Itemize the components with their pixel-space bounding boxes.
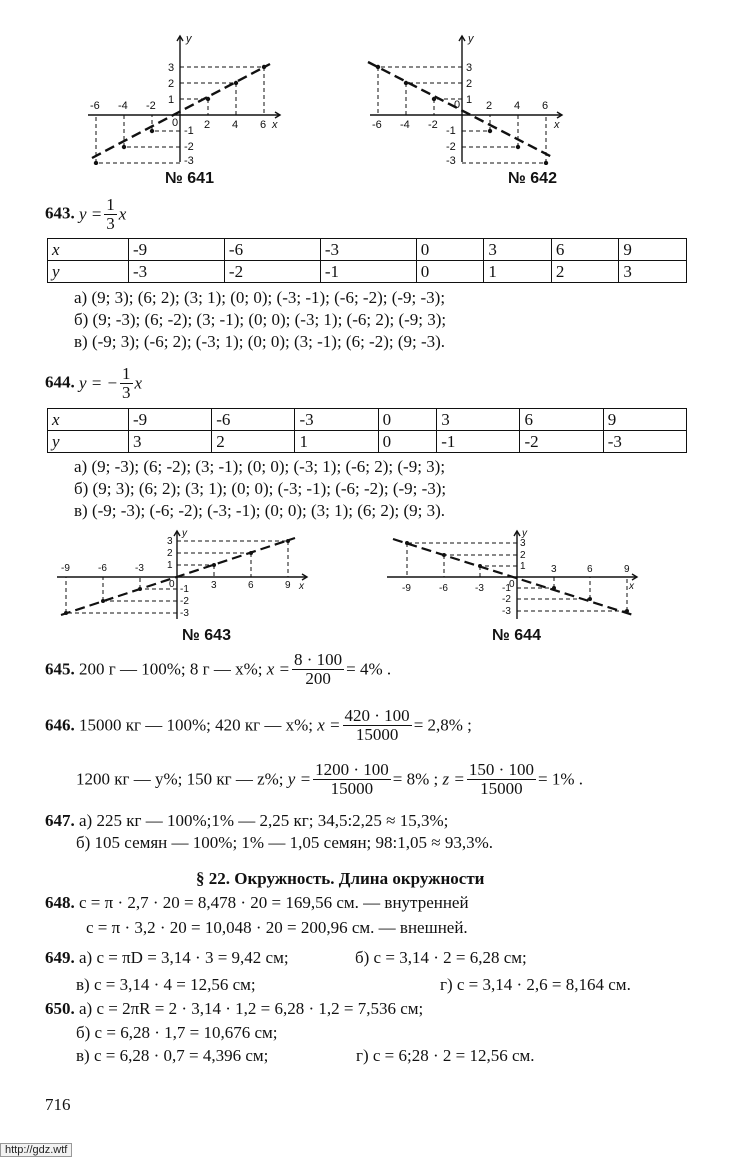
section-title: § 22. Окружность. Длина окружности <box>196 869 485 888</box>
value-table-644 <box>47 408 687 453</box>
table-cell: 2 <box>212 431 295 453</box>
graph-caption-641: № 641 <box>165 170 214 187</box>
table-cell: 2 <box>551 261 619 283</box>
tick: 3 <box>520 538 526 549</box>
problem-number: 644. <box>45 372 75 392</box>
problem-643-header <box>45 196 126 233</box>
graph-644 <box>385 527 645 622</box>
answer-line: а) c = 2πR = 2 · 3,14 · 1,2 = 6,28 · 1,2 = 7,536 см; <box>79 999 424 1018</box>
tick: 2 <box>520 550 526 561</box>
tick: -2 <box>146 100 156 112</box>
equation-lhs: y = <box>79 204 103 224</box>
answer-line: в) c = 6,28 · 0,7 = 4,396 см; <box>76 1046 269 1065</box>
graph-643 <box>55 527 315 622</box>
fraction: $\frac{1}{3}$ <box>122 364 131 402</box>
table-cell: 0 <box>416 261 484 283</box>
table-row <box>48 431 687 453</box>
equation-lhs: y = <box>287 769 312 789</box>
answer-line: г) c = 3,14 · 2,6 = 8,164 см. <box>440 975 631 994</box>
table-cell: -9 <box>129 239 225 261</box>
problem-number: 647. <box>45 811 75 830</box>
tick: 3 <box>466 62 473 74</box>
table-cell: -3 <box>295 409 378 431</box>
tick: 2 <box>167 548 173 559</box>
table-cell: 3 <box>619 261 687 283</box>
problem-number: 648. <box>45 893 75 912</box>
axis-label: x <box>299 581 304 592</box>
problem-647 <box>45 811 448 831</box>
table-cell: -2 <box>224 261 320 283</box>
axis-label: y <box>468 33 474 45</box>
table-cell: 3 <box>437 409 520 431</box>
tick: -3 <box>135 563 144 574</box>
problem-text: 15000 кг — 100%; 420 кг — x%; <box>79 715 313 735</box>
answer-line: б) 105 семян — 100%; 1% — 1,05 семян; 98:1,05 ≈ 93,3%. <box>76 833 493 852</box>
table-header: x <box>48 409 129 431</box>
equation-rhs: = 1% . <box>537 769 583 789</box>
table-cell: 3 <box>129 431 212 453</box>
answer-line: в) (-9; 3); (-6; 2); (-3; 1); (0; 0); (3; -1); (6; -2); (9; -3). <box>74 332 446 351</box>
table-cell: -2 <box>520 431 603 453</box>
answer-line: c = π · 3,2 · 20 = 10,048 · 20 = 200,96 см. — внешней. <box>86 918 468 937</box>
equation-rhs: = 4% . <box>346 659 392 679</box>
graph-641 <box>80 30 290 165</box>
table-cell: -1 <box>437 431 520 453</box>
problem-number: 645. <box>45 659 75 679</box>
tick: -1 <box>180 584 189 595</box>
graph-caption-644: № 644 <box>492 627 541 644</box>
tick: -1 <box>502 583 511 594</box>
table-cell: 6 <box>520 409 603 431</box>
answer-line: б) c = 6,28 · 1,7 = 10,676 см; <box>76 1023 278 1042</box>
axis-label: y <box>186 33 192 45</box>
equation-lhs: x = <box>317 715 341 735</box>
answer-line: г) c = 6;28 · 2 = 12,56 см. <box>356 1046 535 1065</box>
tick: -3 <box>446 155 456 165</box>
tick: 6 <box>260 119 267 131</box>
tick: 2 <box>466 78 473 90</box>
tick: -4 <box>118 100 128 112</box>
tick: -6 <box>372 119 382 131</box>
fraction: $\frac{8 \cdot 100}{200}$ <box>294 650 343 688</box>
table-cell: 0 <box>416 239 484 261</box>
problem-644-header <box>45 365 142 402</box>
answer-line: а) (9; 3); (6; 2); (3; 1); (0; 0); (-3; -1); (-6; -2); (-9; -3); <box>74 288 446 307</box>
tick: -2 <box>184 141 194 153</box>
problem-649 <box>45 948 289 968</box>
fraction: $\frac{1200 \cdot 100}{15000}$ <box>315 760 389 798</box>
table-row <box>48 409 687 431</box>
table-row <box>48 239 687 261</box>
table-cell: -3 <box>320 239 416 261</box>
tick: -2 <box>446 141 456 153</box>
tick: 9 <box>624 564 630 575</box>
tick: 2 <box>168 78 175 90</box>
table-cell: 0 <box>378 409 437 431</box>
problem-646-line2 <box>76 761 583 798</box>
tick: 3 <box>211 580 217 591</box>
tick: -6 <box>90 100 100 112</box>
tick: -2 <box>180 596 189 607</box>
problem-text: 1200 кг — y%; 150 кг — z%; <box>76 769 284 789</box>
answer-line: в) (-9; -3); (-6; -2); (-3; -1); (0; 0); (3; 1); (6; 2); (9; 3). <box>74 501 446 520</box>
watermark-link[interactable]: http://gdz.wtf <box>0 1143 72 1157</box>
tick: 2 <box>486 100 493 112</box>
graph-642 <box>362 30 572 165</box>
tick: 3 <box>167 536 173 547</box>
table-cell: 6 <box>551 239 619 261</box>
problem-648 <box>45 893 469 913</box>
tick: 0 <box>454 99 461 111</box>
axis-label: x <box>272 119 278 131</box>
tick: 9 <box>285 580 291 591</box>
graph-caption-643: № 643 <box>182 627 231 644</box>
answer-line: c = π · 2,7 · 20 = 8,478 · 20 = 169,56 см. — внутренней <box>79 893 469 912</box>
tick: 6 <box>587 564 593 575</box>
table-header: x <box>48 239 129 261</box>
answer-line: б) (9; 3); (6; 2); (3; 1); (0; 0); (-3; -1); (-6; -2); (-9; -3); <box>74 479 447 498</box>
tick: 0 <box>172 117 179 129</box>
tick: -9 <box>61 563 70 574</box>
tick: 6 <box>542 100 549 112</box>
answer-line: б) c = 3,14 · 2 = 6,28 см; <box>355 948 527 967</box>
answer-line: в) c = 3,14 · 4 = 12,56 см; <box>76 975 256 994</box>
table-cell: 9 <box>619 239 687 261</box>
equation-lhs: y = − <box>79 373 118 393</box>
problem-number: 650. <box>45 999 75 1018</box>
axis-label: x <box>629 581 634 592</box>
table-cell: 3 <box>484 239 552 261</box>
table-header: y <box>48 261 129 283</box>
tick: -2 <box>428 119 438 131</box>
axis-label: y <box>182 528 187 539</box>
tick: 1 <box>167 560 173 571</box>
tick: 1 <box>168 94 175 106</box>
page-number: 716 <box>45 1095 71 1114</box>
problem-text: 200 г — 100%; 8 г — x%; <box>79 659 263 679</box>
equation-rhs: = 2,8% ; <box>413 715 472 735</box>
tick: -6 <box>98 563 107 574</box>
answer-line: а) 225 кг — 100%;1% — 2,25 кг; 34,5:2,25 ≈ 15,3%; <box>79 811 449 830</box>
table-cell: 0 <box>378 431 437 453</box>
tick: 3 <box>168 62 175 74</box>
tick: 4 <box>232 119 239 131</box>
tick: 1 <box>520 561 526 572</box>
tick: -9 <box>402 583 411 594</box>
tick: -2 <box>502 594 511 605</box>
table-cell: 9 <box>603 409 686 431</box>
tick: -3 <box>475 583 484 594</box>
tick: 0 <box>169 579 175 590</box>
tick: -1 <box>184 125 194 137</box>
table-cell: -6 <box>212 409 295 431</box>
problem-645 <box>45 651 391 688</box>
table-cell: -6 <box>224 239 320 261</box>
tick: -3 <box>502 606 511 617</box>
tick: -4 <box>400 119 410 131</box>
table-cell: -3 <box>129 261 225 283</box>
table-cell: -1 <box>320 261 416 283</box>
tick: -1 <box>446 125 456 137</box>
equation-var: x <box>134 373 143 393</box>
equation-var: x <box>118 204 127 224</box>
answer-line: б) (9; -3); (6; -2); (3; -1); (0; 0); (-3; 1); (-6; 2); (-9; 3); <box>74 310 447 329</box>
answer-line: а) c = πD = 3,14 · 3 = 9,42 см; <box>79 948 289 967</box>
tick: -3 <box>180 608 189 619</box>
tick: -6 <box>439 583 448 594</box>
table-header: y <box>48 431 129 453</box>
tick: 1 <box>466 94 473 106</box>
table-cell: -9 <box>129 409 212 431</box>
graph-caption-642: № 642 <box>508 170 557 187</box>
table-cell: -3 <box>603 431 686 453</box>
problem-650 <box>45 999 423 1019</box>
fraction: $\frac{420 \cdot 100}{15000}$ <box>344 706 410 744</box>
table-cell: 1 <box>295 431 378 453</box>
fraction: $\frac{1}{3}$ <box>106 195 115 233</box>
tick: 3 <box>551 564 557 575</box>
tick: 6 <box>248 580 254 591</box>
problem-646-line1 <box>45 707 472 744</box>
axis-label: x <box>554 119 560 131</box>
value-table-643 <box>47 238 687 283</box>
equation-lhs: z = <box>442 769 465 789</box>
tick: -3 <box>184 155 194 165</box>
tick: 2 <box>204 119 211 131</box>
tick: 4 <box>514 100 521 112</box>
table-cell: 1 <box>484 261 552 283</box>
table-row <box>48 261 687 283</box>
answer-line: а) (9; -3); (6; -2); (3; -1); (0; 0); (-3; 1); (-6; 2); (-9; 3); <box>74 457 446 476</box>
problem-number: 646. <box>45 715 75 735</box>
problem-number: 643. <box>45 203 75 223</box>
fraction: $\frac{150 \cdot 100}{15000}$ <box>468 760 534 798</box>
equation-rhs: = 8% ; <box>392 769 439 789</box>
axis-label: y <box>522 528 527 539</box>
equation-lhs: x = <box>266 659 290 679</box>
tick: 0 <box>509 579 515 590</box>
problem-number: 649. <box>45 948 75 967</box>
